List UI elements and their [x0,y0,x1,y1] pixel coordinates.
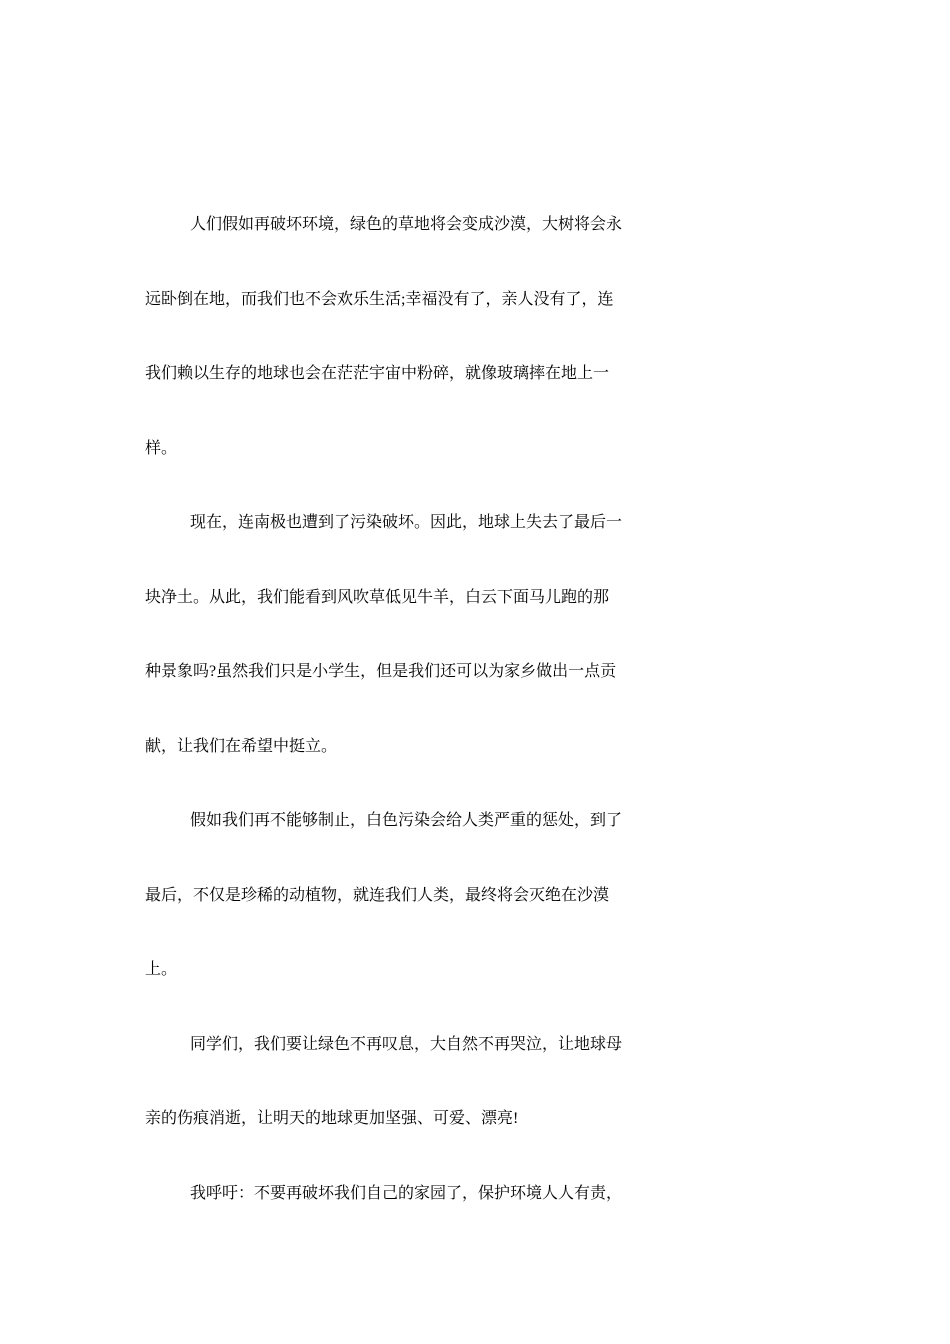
paragraph-4-line-2: 亲的伤痕消逝，让明天的地球更加坚强、可爱、漂亮! [145,1110,519,1127]
paragraph-4 [145,1023,807,1172]
paragraph-4-line-1: 同学们，我们要让绿色不再叹息，大自然不再哭泣，让地球母 [190,1035,623,1053]
paragraph-2-line-4: 献，让我们在希望中挺立。 [145,737,338,755]
paragraph-1-line-3: 我们赖以生存的地球也会在茫茫宇宙中粉碎，就像玻璃摔在地上一 [145,365,610,382]
paragraph-3-line-2: 最后，不仅是珍稀的动植物，就连我们人类，最终将会灭绝在沙漠 [145,886,610,904]
paragraph-5-line-1: 我呼吁：不要再破坏我们自己的家园了，保护环境人人有责， [190,1184,623,1202]
paragraph-2 [145,501,807,799]
paragraph-5 [145,1172,807,1247]
paragraph-1-line-1: 人们假如再破坏环境，绿色的草地将会变成沙漠，大树将会永 [190,216,623,233]
paragraph-3-line-1: 假如我们再不能够制止，白色污染会给人类严重的惩处，到了 [190,812,623,829]
paragraph-2-line-2: 块净土。从此，我们能看到风吹草低见牛羊，白云下面马儿跑的那 [145,588,610,606]
paragraph-2-line-1: 现在，连南极也遭到了污染破坏。因此，地球上失去了最后一 [190,514,623,531]
paragraph-3 [145,799,807,1023]
document-body [145,203,807,1246]
paragraph-1 [145,203,807,501]
paragraph-2-line-3: 种景象吗?虽然我们只是小学生，但是我们还可以为家乡做出一点贡 [145,663,617,680]
paragraph-1-line-2: 远卧倒在地，而我们也不会欢乐生活;幸福没有了，亲人没有了，连 [145,290,614,308]
paragraph-3-line-3: 上。 [145,961,178,978]
paragraph-1-line-4: 样。 [145,439,178,457]
